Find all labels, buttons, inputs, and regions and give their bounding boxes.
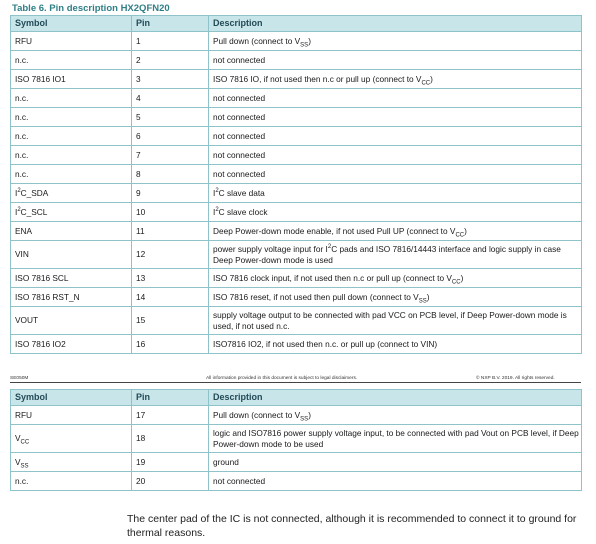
description-cell (209, 288, 582, 307)
pin-table-1 (10, 15, 582, 354)
table-header-row (11, 16, 582, 32)
cell-text: not connected (213, 92, 266, 103)
symbol-cell (11, 108, 132, 127)
table-row (11, 472, 582, 491)
cell-text: V (15, 456, 21, 467)
cell-text: VOUT (15, 315, 39, 326)
pin-cell: 16 (132, 335, 209, 354)
cell-text: not connected (213, 149, 266, 160)
pin-table-1-body (11, 32, 582, 354)
pin-table-2-body (11, 406, 582, 491)
cell-text: ENA (15, 225, 33, 236)
subscript-text: CC (455, 232, 465, 239)
symbol-cell (11, 70, 132, 89)
symbol-cell (11, 127, 132, 146)
subscript-text: SS (418, 298, 427, 305)
table-row (11, 307, 582, 335)
table-row (11, 222, 582, 241)
symbol-cell (11, 269, 132, 288)
pin-cell: 3 (132, 70, 209, 89)
table-row (11, 288, 582, 307)
supscript-text: 2 (17, 187, 21, 194)
table-row (11, 203, 582, 222)
symbol-cell (11, 203, 132, 222)
symbol-cell (11, 453, 132, 472)
table-header-row (11, 390, 582, 406)
pin-cell: 11 (132, 222, 209, 241)
footer-disclaimer: All information provided in this document is subject to legal disclaimers. (206, 376, 358, 381)
symbol-cell (11, 307, 132, 335)
cell-text: C_SCL (20, 206, 48, 217)
cell-text: not connected (213, 111, 266, 122)
cell-text: ) (460, 272, 464, 283)
cell-text: ground (213, 456, 239, 467)
symbol-cell (11, 32, 132, 51)
subscript-text: CC (451, 279, 461, 286)
symbol-cell (11, 146, 132, 165)
pin-cell: 15 (132, 307, 209, 335)
cell-text: I (15, 206, 18, 217)
pin-cell: 2 (132, 51, 209, 70)
table-row (11, 89, 582, 108)
cell-text: C pads and ISO 7816/14443 interface and logic supply in case Deep Power-down mode is used (213, 244, 561, 265)
pin-cell: 1 (132, 32, 209, 51)
header-description: Description (209, 16, 582, 32)
description-cell (209, 70, 582, 89)
description-cell (209, 269, 582, 288)
supscript-text: 2 (215, 206, 219, 213)
table-row (11, 108, 582, 127)
pin-cell: 6 (132, 127, 209, 146)
table-row (11, 269, 582, 288)
thermal-note: The center pad of the IC is not connected, although it is recommended to connect it to ground for thermal reasons. (127, 513, 577, 539)
pin-cell: 20 (132, 472, 209, 491)
table-row (11, 406, 582, 425)
cell-text: logic and ISO7816 power supply voltage input, to be connected with pad Vout on PCB level, if Deep Power-down mode to be used (213, 428, 579, 449)
cell-text: C_SDA (20, 187, 49, 198)
subscript-text: CC (20, 439, 30, 446)
page-divider (10, 382, 581, 383)
description-cell (209, 335, 582, 354)
table-row (11, 51, 582, 70)
table-row (11, 146, 582, 165)
cell-text: ISO 7816 clock input, if not used then n.c or pull up (connect to V (213, 272, 452, 283)
description-cell (209, 127, 582, 146)
cell-text: ISO7816 IO2, if not used then n.c. or pull up (connect to VIN) (213, 338, 438, 349)
cell-text: V (15, 433, 21, 444)
symbol-cell (11, 406, 132, 425)
cell-text: C slave clock (218, 206, 268, 217)
symbol-cell (11, 288, 132, 307)
pin-table-2 (10, 389, 582, 491)
description-cell (209, 472, 582, 491)
table-row (11, 425, 582, 453)
symbol-cell (11, 222, 132, 241)
description-cell (209, 51, 582, 70)
subscript-text: SS (300, 42, 309, 49)
cell-text: I (15, 187, 18, 198)
table-row (11, 241, 582, 269)
table-row (11, 453, 582, 472)
description-cell (209, 203, 582, 222)
cell-text: n.c. (15, 475, 29, 486)
description-cell (209, 425, 582, 453)
symbol-cell (11, 335, 132, 354)
cell-text: ISO 7816 IO, if not used then n.c or pull up (connect to V (213, 73, 422, 84)
cell-text: VIN (15, 249, 29, 260)
cell-text: Pull down (connect to V (213, 35, 301, 46)
cell-text: n.c. (15, 54, 29, 65)
cell-text: n.c. (15, 149, 29, 160)
cell-text: supply voltage output to be connected with pad VCC on PCB level, if Deep Power-down mode is used, if not used n.c. (213, 310, 567, 331)
cell-text: Deep Power-down mode enable, if not used Pull UP (connect to V (213, 225, 456, 236)
pin-cell: 4 (132, 89, 209, 108)
pin-cell: 19 (132, 453, 209, 472)
cell-text: ISO 7816 IO2 (15, 338, 66, 349)
cell-text: RFU (15, 35, 33, 46)
cell-text: ) (430, 73, 433, 84)
description-cell (209, 184, 582, 203)
cell-text: not connected (213, 54, 266, 65)
header-pin: Pin (132, 16, 209, 32)
cell-text: C slave data (218, 187, 265, 198)
cell-text: n.c. (15, 130, 29, 141)
symbol-cell (11, 165, 132, 184)
table-caption: Table 6. Pin description HX2QFN20 (12, 3, 170, 14)
symbol-cell (11, 425, 132, 453)
cell-text: Pull down (connect to V (213, 409, 301, 420)
pin-cell: 10 (132, 203, 209, 222)
pin-cell: 5 (132, 108, 209, 127)
cell-text: ) (308, 409, 311, 420)
subscript-text: SS (300, 416, 309, 423)
cell-text: I (213, 187, 216, 198)
pin-cell: 7 (132, 146, 209, 165)
pin-cell: 8 (132, 165, 209, 184)
pin-cell: 12 (132, 241, 209, 269)
cell-text: n.c. (15, 168, 29, 179)
cell-text: ISO 7816 RST_N (15, 291, 80, 302)
pin-cell: 9 (132, 184, 209, 203)
cell-text: I (213, 206, 216, 217)
symbol-cell (11, 241, 132, 269)
description-cell (209, 89, 582, 108)
pin-cell: 13 (132, 269, 209, 288)
description-cell (209, 241, 582, 269)
description-cell (209, 108, 582, 127)
header-symbol: Symbol (11, 390, 132, 406)
header-description: Description (209, 390, 582, 406)
symbol-cell (11, 51, 132, 70)
table-row (11, 70, 582, 89)
cell-text: ISO 7816 SCL (15, 272, 69, 283)
cell-text: ) (426, 291, 430, 302)
pin-cell: 14 (132, 288, 209, 307)
cell-text: ISO 7816 reset, if not used then pull down (connect to V (213, 291, 419, 302)
supscript-text: 2 (215, 187, 219, 194)
cell-text: not connected (213, 130, 266, 141)
cell-text: RFU (15, 409, 33, 420)
description-cell (209, 32, 582, 51)
description-cell (209, 406, 582, 425)
table-row (11, 184, 582, 203)
cell-text: not connected (213, 168, 266, 179)
symbol-cell (11, 472, 132, 491)
symbol-cell (11, 89, 132, 108)
table-row (11, 165, 582, 184)
description-cell (209, 453, 582, 472)
description-cell (209, 307, 582, 335)
cell-text: n.c. (15, 92, 29, 103)
header-symbol: Symbol (11, 16, 132, 32)
cell-text: not connected (213, 475, 266, 486)
footer-doc-id: SE050M (10, 376, 29, 381)
table-row (11, 32, 582, 51)
symbol-cell (11, 184, 132, 203)
description-cell (209, 146, 582, 165)
pin-cell: 17 (132, 406, 209, 425)
cell-text: ) (464, 225, 467, 236)
supscript-text: 2 (17, 206, 21, 213)
cell-text: ISO 7816 IO1 (15, 73, 66, 84)
table-row (11, 335, 582, 354)
cell-text: power supply voltage input for I (213, 244, 328, 254)
subscript-text: CC (421, 80, 431, 87)
description-cell (209, 222, 582, 241)
header-pin: Pin (132, 390, 209, 406)
cell-text: ) (308, 35, 311, 46)
supscript-text: 2 (327, 244, 332, 251)
subscript-text: SS (20, 463, 29, 470)
table-row (11, 127, 582, 146)
cell-text: n.c. (15, 111, 29, 122)
description-cell (209, 165, 582, 184)
footer-copyright: © NXP B.V. 2019. All rights reserved. (476, 376, 555, 381)
pin-cell: 18 (132, 425, 209, 453)
